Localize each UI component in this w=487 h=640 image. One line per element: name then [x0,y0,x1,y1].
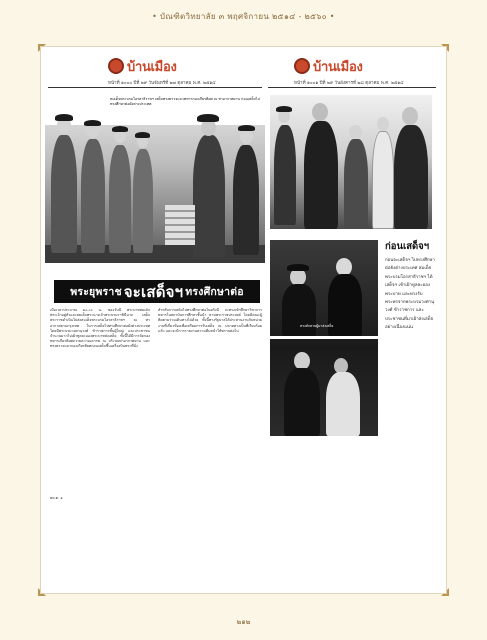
inset-photo-caption: ทรงทักทายผู้มาส่งเสด็จ [300,324,334,328]
headline-main: จะเสด็จฯ [123,282,184,301]
side-article-text: ก่อนจะเสด็จฯ ไปทรงศึกษาต่อยังต่างประเทศ สมเด็จพระบรมโอรสาธิราชฯ ได้เสด็จฯ เข้าเฝ้าทูลละอองพระบาท และทรงรับพระพรจากพระบรมวงศานุวงศ์ ข้าราชการ และประชาชนที่มาเฝ้าส่งเสด็จอย่างเนืองแน่น [385,258,435,331]
farewell-photo [270,95,432,229]
guard-of-honor-photo [45,95,265,263]
main-photo-caption: สมเด็จพระบรมโอรสาธิราชฯ เสด็จทรงตรวจแถวทหารกองเกียรติยศ ณ ท่าอากาศยาน ก่อนเสด็จไปทรงศึกษาต่อยังต่างประเทศ [110,97,260,106]
right-rule [268,87,436,88]
headline-suffix: ทรงศึกษาต่อ [185,286,244,298]
newspaper-logo-icon [294,58,310,74]
main-headline [54,280,260,303]
left-issue-line: หน้าที่ ๑๐๐๐ ปีที่ ๒๙ วันจันทร์ที่ ๒๗ ตุลาคม พ.ศ. ๒๕๑๔ [108,81,216,86]
running-header: • บัณฑิตวิทยาลัย ๓ พฤศจิกายน ๒๕๑๔ - ๒๕๖๐ • [152,12,335,21]
side-headline: ก่อนเสด็จฯ [385,241,430,252]
article-column-left: เมื่อเวลาประมาณ ๑๐.๐๐ น. ของวันนี้ พระบาทสมเด็จพระเจ้าอยู่หัวและสมเด็จพระนางเจ้าพระบรมราชินีนาถ เสด็จพระราชดำเนินไปส่งสมเด็จพระบรมโอรสาธิราชฯ ณ ท่าอากาศยานกรุงเทพ ในการเสด็จไปทรงศึกษาต่อยังต่างประเทศ โดยมีพระบรมวงศานุวงศ์ ข้าราชการชั้นผู้ใหญ่ และประชาชนจำนวนมากไปเฝ้าทูลละอองพระบาทส่งเสด็จ ทั้งนี้ได้มีการจัดกองทหารเกียรติยศถวายความเคารพ ณ บริเวณท่าอากาศยาน และทรงตรวจแถวกองเกียรติยศก่อนเสด็จขึ้นเครื่องบินพระที่นั่ง [50,308,150,349]
left-masthead [108,54,177,78]
article-byline: พล.ต. ๑ [50,496,63,500]
headline-prefix: พระยุพราช [70,286,122,298]
airport-inset-photo [270,240,378,436]
page-number: ๒๑๒ [236,618,251,626]
newspaper-logo-icon [108,58,124,74]
right-issue-line: หน้าที่ ๑๐๐๑ ปีที่ ๒๙ วันอังคารที่ ๒๘ ตุลาคม พ.ศ. ๒๕๑๔ [294,81,404,86]
right-masthead [294,54,363,78]
left-rule [48,87,262,88]
article-column-right: สำหรับการเสด็จไปทรงศึกษาต่อในครั้งนี้ จะทรงเข้าศึกษาวิชาการทหารในสถาบันการศึกษาชั้นนำ ตามพระราชประสงค์ โดยมีคณะผู้ติดตามร่วมเดินทางไปด้วย ทั้งนี้ทางรัฐบาลได้ประสานงานกับหน่วยงานที่เกี่ยวข้องเพื่อเตรียมการรับเสด็จ ณ ปลายทางเป็นที่เรียบร้อยแล้ว และจะมีการรายงานความคืบหน้าให้ทราบต่อไป [158,308,262,333]
right-masthead-title: บ้านเมือง [313,59,363,75]
left-masthead-title: บ้านเมือง [127,59,177,75]
